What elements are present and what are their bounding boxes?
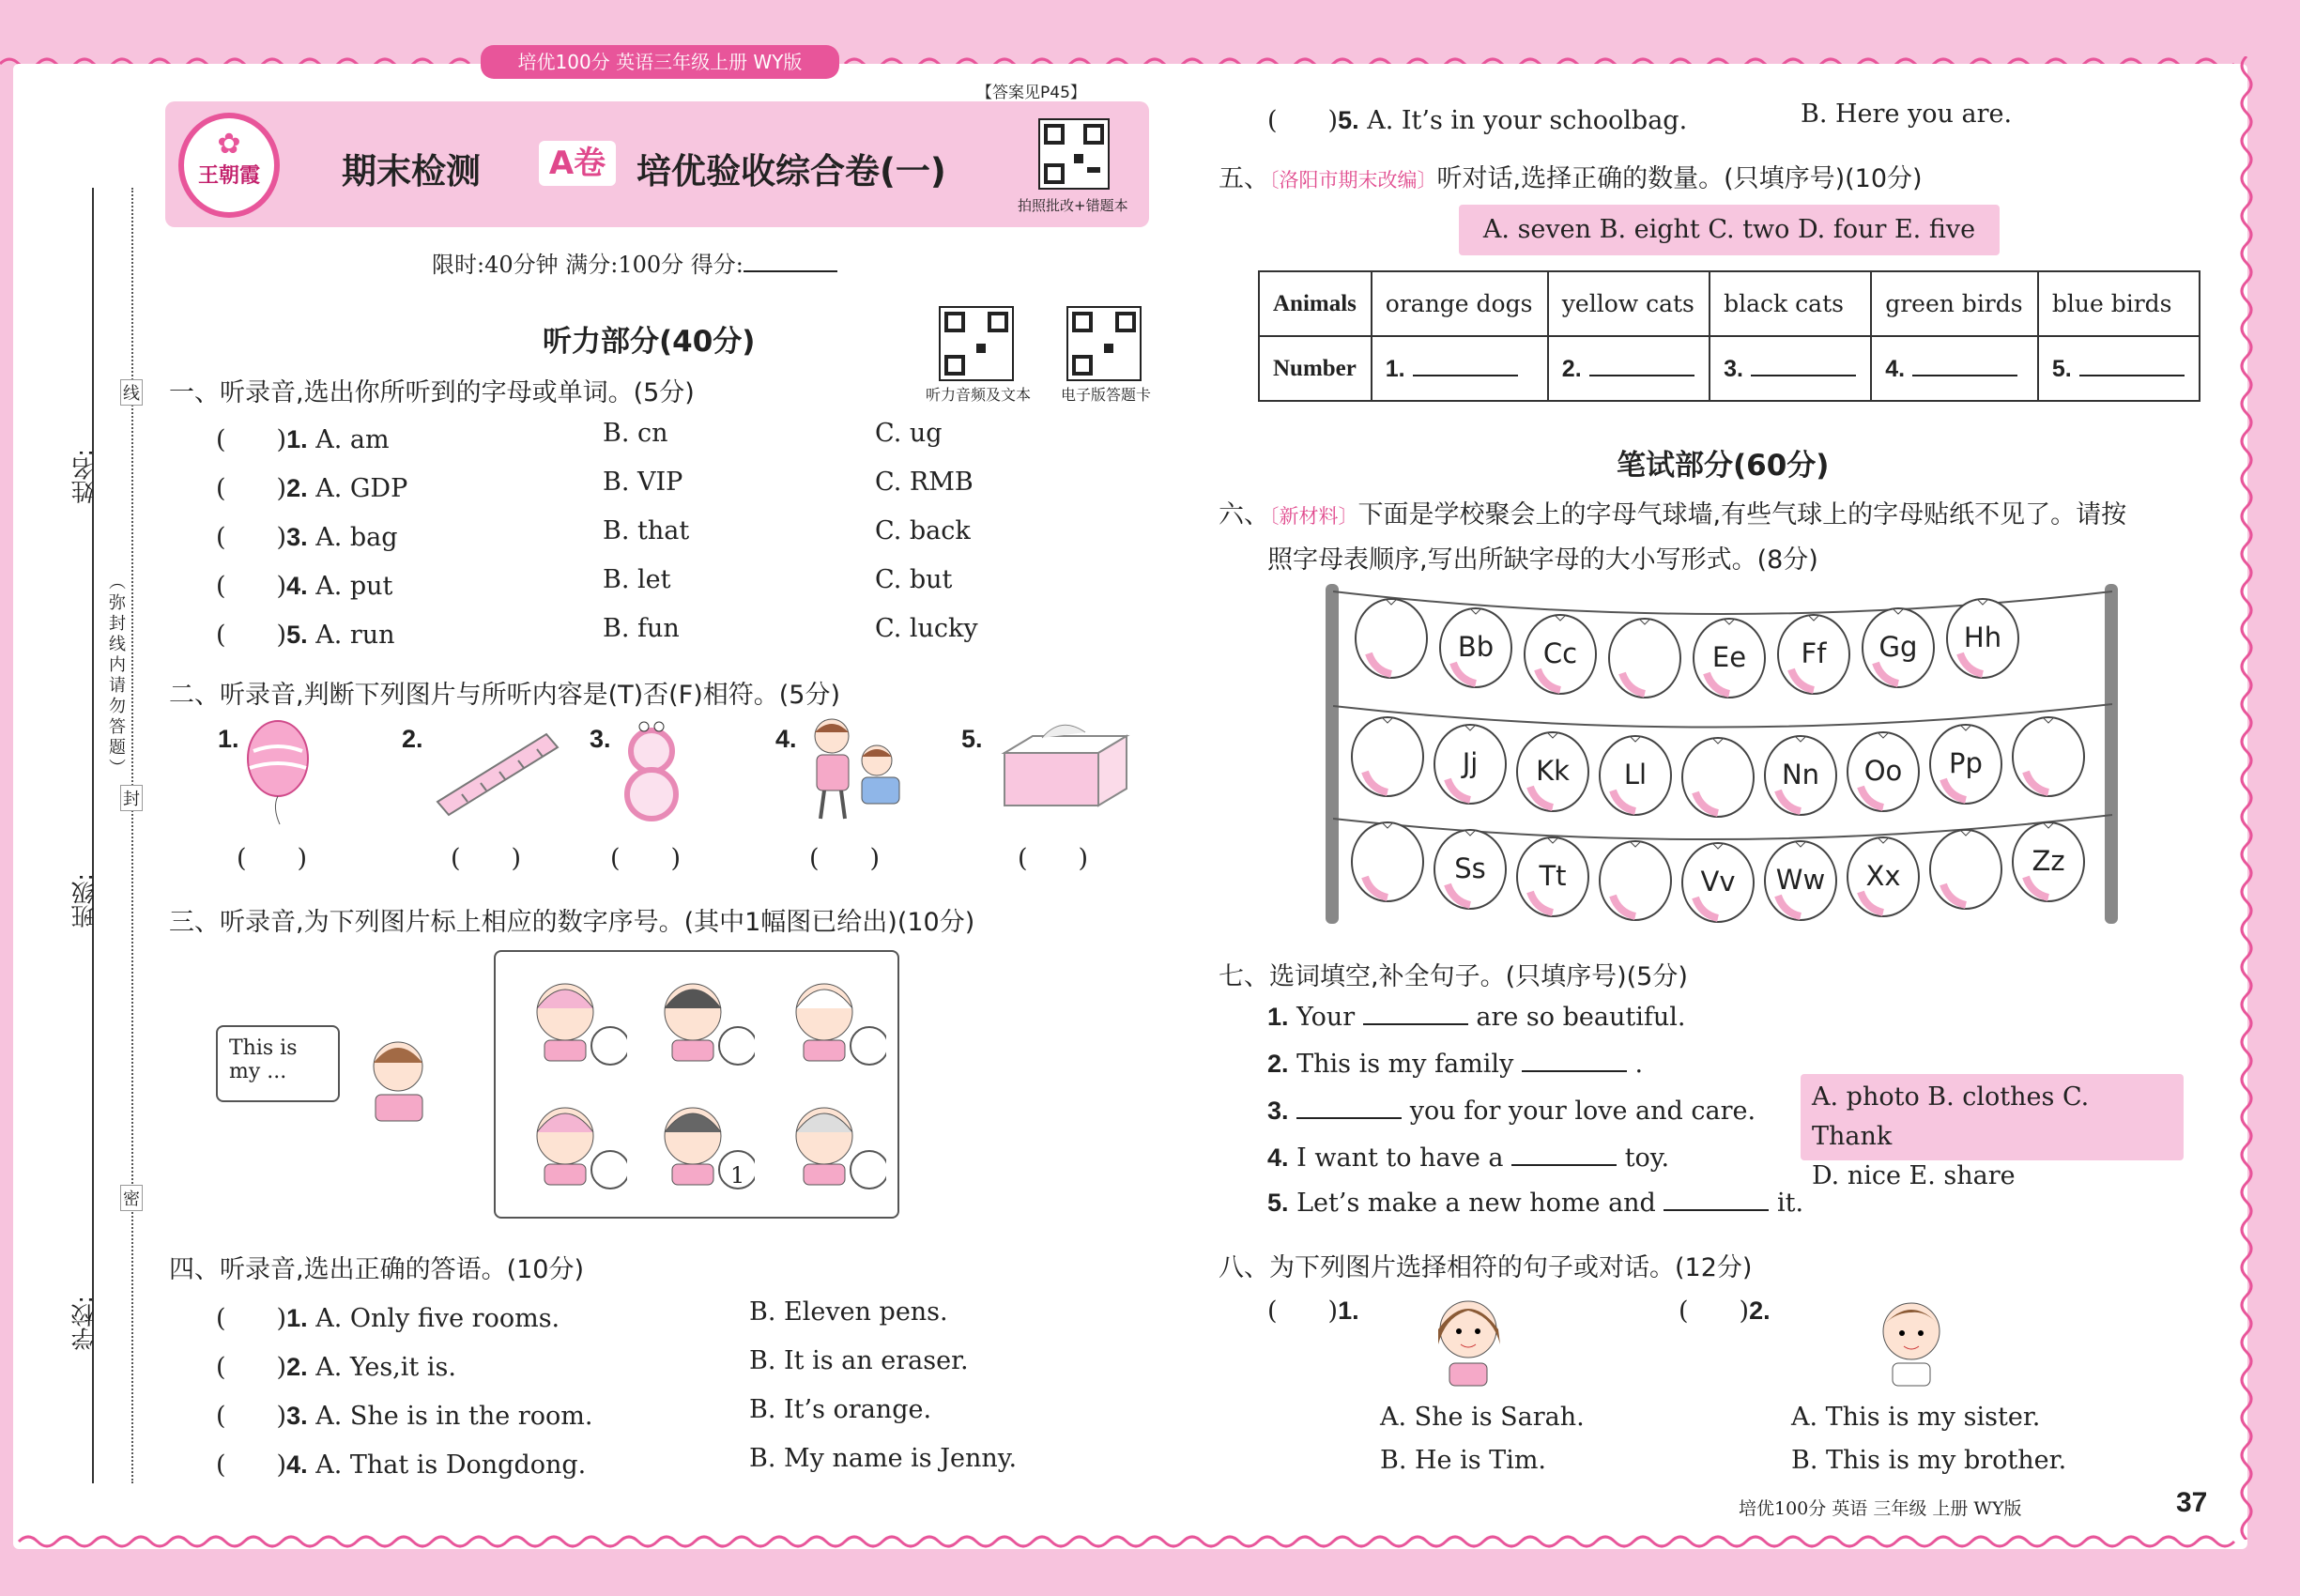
logo-text: 王朝霞 — [197, 163, 260, 188]
s2-num-2: 2. — [402, 725, 423, 753]
s5-options: A. seven B. eight C. two D. four E. five — [1459, 205, 2000, 255]
s1-option-b: B. fun — [603, 614, 680, 643]
s4-q5-b: B. Here you are. — [1801, 100, 2013, 129]
section3-title: 三、听录音,为下列图片标上相应的数字序号。(其中1幅图已给出)(10分) — [169, 908, 975, 937]
s2-num-1: 1. — [218, 725, 239, 753]
s1-option-b: B. let — [603, 565, 671, 594]
letter-balloon: Pp — [1926, 721, 2005, 811]
s4-q5: ( )5. A. It’s in your schoolbag. — [1267, 106, 1688, 135]
table-cell: yellow cats — [1548, 271, 1710, 336]
s4-question[interactable]: ( )1. A. Only five rooms. — [216, 1304, 560, 1333]
s2-num-3: 3. — [590, 725, 611, 753]
s4-option-b: B. My name is Jenny. — [749, 1444, 1018, 1473]
bottom-wave-border — [0, 1530, 2300, 1555]
number-answer-4[interactable]: 4. — [1871, 336, 2038, 401]
family-member-face[interactable] — [652, 967, 755, 1074]
s8-q2-b: B. This is my brother. — [1791, 1446, 2067, 1475]
banner-subtitle: 培优验收综合卷(一) — [636, 151, 946, 192]
class-label: 班级: — [70, 873, 98, 928]
qr-card-icon[interactable] — [1066, 306, 1142, 381]
s1-option-c: C. but — [875, 565, 953, 594]
number-answer-2[interactable]: 2. — [1548, 336, 1710, 401]
number-eight-picture — [614, 719, 689, 828]
letter-balloon: Bb — [1436, 605, 1515, 695]
blank-balloon[interactable] — [1348, 714, 1427, 804]
number-answer-3[interactable]: 3. — [1710, 336, 1871, 401]
section7-title: 七、选词填空,补全句子。(只填序号)(5分) — [1219, 962, 1688, 991]
s4-question[interactable]: ( )3. A. She is in the room. — [216, 1402, 593, 1431]
s1-question[interactable]: ( )3. A. bag — [216, 523, 398, 552]
volume-badge: A卷 — [539, 141, 616, 186]
family-member-face[interactable] — [783, 1091, 886, 1198]
qr-card-label: 电子版答题卡 — [1061, 386, 1152, 404]
table-cell: orange dogs — [1372, 271, 1548, 336]
number-answer-1[interactable]: 1. — [1372, 336, 1548, 401]
letter-balloon: Xx — [1844, 834, 1923, 924]
letter-balloon: Kk — [1513, 729, 1592, 819]
section1-title: 一、听录音,选出你所听到的字母或单词。(5分) — [169, 378, 695, 407]
s1-option-b: B. VIP — [603, 468, 683, 497]
qr-label: 拍照批改+错题本 — [1018, 197, 1128, 214]
girl-picture — [1427, 1288, 1511, 1388]
s1-option-b: B. cn — [603, 419, 668, 448]
listening-title: 听力部分(40分) — [543, 325, 756, 359]
ruler-picture — [434, 727, 561, 817]
s1-question[interactable]: ( )1. A. am — [216, 425, 390, 454]
s4-question[interactable]: ( )4. A. That is Dongdong. — [216, 1450, 587, 1480]
blank-balloon[interactable] — [1348, 819, 1427, 909]
family-member-face[interactable] — [524, 1091, 627, 1198]
letter-balloon: Hh — [1943, 595, 2022, 685]
letter-balloon: Zz — [2009, 819, 2088, 909]
s8-q1-b: B. He is Tim. — [1380, 1446, 1547, 1475]
boy-picture — [1870, 1288, 1955, 1388]
s1-question[interactable]: ( )5. A. run — [216, 621, 395, 650]
section6-title-2: 照字母表顺序,写出所缺字母的大小写形式。(8分) — [1267, 545, 1818, 575]
s1-option-c: C. ug — [875, 419, 943, 448]
letter-balloon: Vv — [1679, 839, 1757, 929]
letter-balloon: Ww — [1761, 837, 1840, 928]
s2-num-5: 5. — [961, 725, 983, 753]
given-number: 1 — [730, 1162, 745, 1189]
s4-option-b: B. Eleven pens. — [749, 1297, 948, 1327]
s7-sentence[interactable]: 4. I want to have a toy. — [1267, 1143, 1670, 1173]
letter-balloon: Nn — [1761, 732, 1840, 822]
banner-title: 期末检测 — [342, 151, 481, 192]
boy-presenter-picture — [357, 1029, 441, 1123]
table-header-animals: Animals — [1259, 271, 1372, 336]
blank-balloon[interactable] — [1352, 595, 1431, 685]
publisher-logo: ✿ 王朝霞 — [178, 113, 280, 218]
number-answer-5[interactable]: 5. — [2038, 336, 2200, 401]
name-label: 姓名: — [70, 449, 98, 504]
box-picture — [995, 719, 1136, 811]
family-member-face[interactable] — [524, 967, 627, 1074]
s8-q1-a: A. She is Sarah. — [1380, 1403, 1585, 1432]
exam-limits: 限时:40分钟 满分:100分 得分: — [432, 246, 837, 279]
s1-option-b: B. that — [603, 516, 690, 545]
section5-title: 五、〔洛阳市期末改编〕听对话,选择正确的数量。(只填序号)(10分) — [1219, 164, 1923, 193]
s8-q2[interactable]: ( )2. — [1679, 1297, 1771, 1326]
s4-question[interactable]: ( )2. A. Yes,it is. — [216, 1353, 456, 1382]
s7-sentence[interactable]: 3. you for your love and care. — [1267, 1097, 1756, 1126]
s1-option-c: C. back — [875, 516, 971, 545]
blank-balloon[interactable] — [1926, 826, 2005, 916]
blank-balloon[interactable] — [1679, 734, 1757, 824]
binding-solid-line — [92, 188, 94, 1483]
section2-title: 二、听录音,判断下列图片与所听内容是(T)否(F)相符。(5分) — [169, 681, 840, 710]
qr-code-icon[interactable] — [1038, 118, 1110, 190]
letter-balloon: Oo — [1844, 729, 1923, 819]
table-cell: blue birds — [2038, 271, 2200, 336]
s2-num-4: 4. — [775, 725, 797, 753]
s1-option-c: C. RMB — [875, 468, 974, 497]
letter-balloon: Jj — [1431, 721, 1510, 811]
s7-options: A. photo B. clothes C. Thank D. nice E. share — [1801, 1074, 2184, 1160]
table-cell: green birds — [1871, 271, 2038, 336]
s8-q2-a: A. This is my sister. — [1791, 1403, 2041, 1432]
animals-table — [1258, 270, 2200, 402]
s7-sentence[interactable]: 2. This is my family . — [1267, 1050, 1644, 1079]
right-wave-border — [2232, 56, 2261, 1540]
table-header-number: Number — [1259, 336, 1372, 401]
s1-question[interactable]: ( )4. A. put — [216, 572, 393, 601]
title-banner — [165, 101, 1149, 227]
letter-balloon: Ff — [1774, 611, 1853, 701]
margin-mi: 密 — [120, 1185, 143, 1211]
margin-note: （弥封线内请勿答题） — [103, 573, 128, 779]
s2-paren-4[interactable]: ( ) — [809, 844, 881, 873]
s1-question[interactable]: ( )2. A. GDP — [216, 474, 408, 503]
section6-title: 六、〔新材料〕下面是学校聚会上的字母气球墙,有些气球上的字母贴纸不见了。请按 — [1219, 500, 2127, 529]
header-tag: 培优100分 英语三年级上册 WY版 — [481, 45, 839, 79]
writing-title: 笔试部分(60分) — [1617, 449, 1830, 483]
qr-audio-icon[interactable] — [939, 306, 1014, 381]
s2-paren-2[interactable]: ( ) — [451, 844, 522, 873]
margin-xian: 线 — [120, 379, 143, 406]
qr-audio-label: 听力音频及文本 — [926, 386, 1032, 404]
family-member-face[interactable] — [783, 967, 886, 1074]
balloon-picture — [240, 714, 315, 826]
s2-paren-1[interactable]: ( ) — [237, 844, 308, 873]
section8-title: 八、为下列图片选择相符的句子或对话。(12分) — [1219, 1253, 1753, 1282]
s8-q1[interactable]: ( )1. — [1267, 1297, 1359, 1326]
s2-paren-3[interactable]: ( ) — [610, 844, 682, 873]
s1-option-c: C. lucky — [875, 614, 978, 643]
section4-title: 四、听录音,选出正确的答语。(10分) — [169, 1255, 585, 1284]
blank-balloon[interactable] — [2009, 714, 2088, 804]
table-cell: black cats — [1710, 271, 1871, 336]
speech-bubble: This is my ... — [216, 1025, 340, 1102]
footer-text: 培优100分 英语 三年级 上册 WY版 — [1739, 1498, 2022, 1519]
s4-option-b: B. It’s orange. — [749, 1395, 932, 1424]
answer-ref: 【答案见P45】 — [976, 84, 1086, 102]
margin-feng: 封 — [120, 785, 143, 811]
blank-balloon[interactable] — [1596, 837, 1675, 928]
page-number: 37 — [2176, 1487, 2208, 1518]
s7-sentence[interactable]: 5. Let’s make a new home and it. — [1267, 1189, 1804, 1218]
school-label: 学校: — [70, 1296, 98, 1351]
s7-sentence[interactable]: 1. Your are so beautiful. — [1267, 1003, 1686, 1032]
children-picture — [804, 715, 912, 824]
letter-balloon: Gg — [1859, 605, 1938, 695]
s2-paren-5[interactable]: ( ) — [1018, 844, 1089, 873]
letter-balloon: Ee — [1690, 615, 1769, 705]
letter-balloon: Ss — [1431, 826, 1510, 916]
letter-balloon: Tt — [1513, 834, 1592, 924]
letter-balloon: Ll — [1596, 732, 1675, 822]
blank-balloon[interactable] — [1605, 615, 1684, 705]
s4-option-b: B. It is an eraser. — [749, 1346, 969, 1375]
letter-balloon: Cc — [1521, 611, 1600, 701]
